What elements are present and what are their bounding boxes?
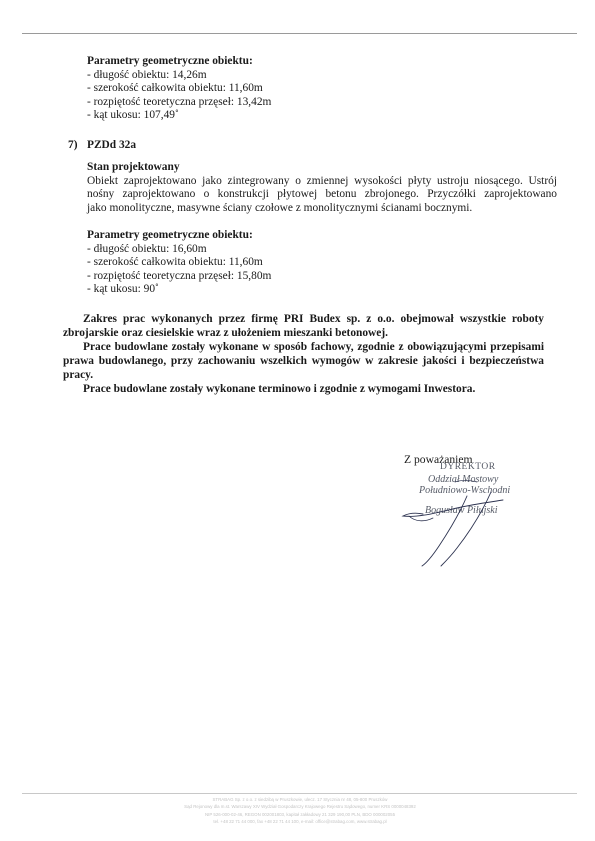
parameter-span: - rozpiętość teoretyczna przęseł: 15,80m — [87, 269, 272, 282]
summary-line: prawa budowlanego, przy zachowaniu wszelkich wymogów w zakresie jakości i bezpieczeństwa — [63, 355, 544, 367]
description-line: Obiekt zaprojektowano jako zintegrowany o zmiennej wysokości płyty ustroju niosącego. Ustrój — [87, 174, 557, 187]
stamp-title: DYREKTOR — [440, 462, 496, 472]
item-number: 7) — [68, 139, 78, 151]
footer-line: tel. +48 22 71 44 000, fax +48 22 71 44 100, e-mail: office@strabag.com, www.strabag.pl — [213, 819, 387, 825]
design-state-heading: Stan projektowany — [87, 161, 180, 173]
summary-line: zbrojarskie oraz ciesielskie wraz z ułożeniem mieszanki betonowej. — [63, 327, 388, 339]
item-title: PZDd 32a — [87, 139, 137, 151]
footer-line: NIP 526-000-02-46, REGON 002001803, kapitał zakładowy 21 329 190,00 PLN, BDO 000002055 — [204, 811, 396, 817]
parameter-length: - długość obiektu: 16,60m — [87, 242, 207, 255]
design-state-block — [87, 161, 557, 215]
parameter-width: - szerokość całkowita obiektu: 11,60m — [87, 82, 263, 95]
parameter-span: - rozpiętość teoretyczna przęseł: 13,42m — [87, 95, 272, 108]
geometric-parameters-block-b — [87, 229, 557, 297]
description-line: nośny zaprojektowano o konstrukcji płytowej betonu zbrojonego. Przyczółki zaprojektowano — [87, 188, 557, 201]
summary-line: Prace budowlane zostały wykonane terminowo i zgodnie z wymogami Inwestora. — [83, 383, 476, 395]
company-footer — [60, 796, 540, 826]
geometric-parameters-heading: Parametry geometryczne obiektu: — [87, 229, 253, 241]
summary-line: pracy. — [63, 369, 94, 381]
summary-line: Prace budowlane zostały wykonane w sposób fachowy, zgodnie z obowiązującymi przepisami — [83, 341, 544, 353]
summary-line: Zakres prac wykonanych przez firmę PRI Budex sp. z o.o. obejmował wszystkie roboty — [83, 313, 544, 325]
handwritten-signature — [395, 470, 535, 570]
footer-line: Sąd Rejonowy dla m.st. Warszawy XIV Wydział Gospodarczy Krajowego Rejestru Sądowego, numer KRS 0000048392 — [184, 804, 416, 810]
summary-paragraphs — [63, 312, 544, 396]
header-rule — [22, 33, 577, 34]
parameter-length: - długość obiektu: 14,26m — [87, 68, 207, 81]
description-line: jako monolityczne, masywne ściany czołowe z monolitycznymi ścianami bocznymi. — [87, 201, 473, 214]
footer-rule — [22, 793, 577, 794]
geometric-parameters-block-a — [87, 55, 557, 123]
parameter-width: - szerokość całkowita obiektu: 11,60m — [87, 256, 263, 269]
stamp-line-1: Oddział Mostowy — [428, 474, 499, 485]
stamp-name: Bogusław Piłujski — [425, 505, 498, 516]
geometric-parameters-heading: Parametry geometryczne obiektu: — [87, 55, 253, 67]
parameter-skew-angle: - kąt ukosu: 107,49˚ — [87, 109, 179, 122]
parameter-skew-angle: - kąt ukosu: 90˚ — [87, 283, 159, 296]
stamp-line-2: Południowo-Wschodni — [419, 485, 511, 496]
closing-text: Z poważaniem — [404, 453, 473, 466]
footer-line: STRABAG Sp. z o.o. z siedzibą w Pruszkowie, ulecz. 17 Stycznia nr 48, 05-800 Pruszków — [212, 797, 388, 802]
